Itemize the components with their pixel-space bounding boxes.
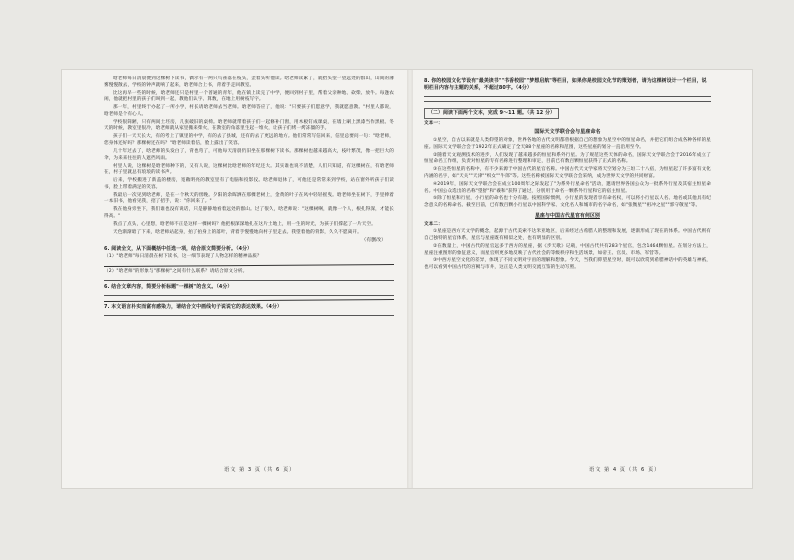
page-footer: 语文 第 4 页（共 6 页） (589, 467, 661, 474)
article-paragraph: ③中西方星空文化的差异，体现了不同文明对宇宙的理解和想象。今天，当我们仰望星空时，既可以欣赏到希腊神话中的英雄与神祇，也可以看到中国古代的宫阙与市井，这正是人类文明交流互鉴的生动写照。 (424, 258, 711, 271)
article-paragraph: ②在数量上，中国古代的星官远多于西方的星座，据《步天歌》记载，中国古代共有283个星官，包含1464颗恒星。在划分方法上，星座注重图形的象征意义，而星官则更多地反映了古代社会的等级秩序和生活场景，如帝王、官员、市场、军营等。 (424, 243, 711, 256)
text-label: 文本二： (424, 221, 443, 227)
question-stem: 6. 阅读全文，从下面概括中任选一项，结合原文简要分析。（4分） (104, 246, 253, 253)
answer-line[interactable] (104, 295, 394, 296)
article-paragraph: ①星空，自古以来就是人类仰望的对象，世界各地的古代文明都曾根据自己的想象为星空中的恒星命名，并把它们组合成各种各样的星座。国际天文学联合会于1922年正式确定了全天88个星座的名称和范围，这些星座的划分一直沿用至今。 (424, 138, 711, 150)
question-stem: 6. 结合文章内容，简要分析标题"一棵树"的含义。（4分） (104, 283, 233, 290)
story-paragraph: 我在他身旁坐下，我们谁也没有说话，只是静静地看着远处的群山。过了很久，晗老师说："这棵树啊，就像一个人，根扎得深，才能长得高。" (104, 207, 394, 220)
article-title: 国际天文学联合会与星座命名 (534, 129, 601, 136)
answer-line[interactable] (104, 280, 394, 281)
source-note: （有删改） (361, 237, 386, 243)
story-paragraph: 我点了点头，心里想，晗老师不正是这样一棵树吗？他把根深深地扎在这片土地上，用一生的时光，为孩子们撑起了一片天空。 (113, 221, 376, 227)
story-text (104, 76, 394, 244)
article-paragraph: ③在这些恒星的名称中，有不少来源于中国古代的星官名称。中国古代天文学家将天空划分为三垣二十八宿，为恒星起了许多富有文化内涵的名字，如"天关""天津""织女""牛郎"等。这些名称被国际天文学联合会采纳，成为世界天文学的共同财富。 (424, 167, 711, 179)
answer-line[interactable] (424, 96, 711, 97)
story-paragraph: 晗老师每日清晨便到这棵树下读书，偶尔有一两只鸟雀落在枝头，歪着头听他读。晗老师读累了，就抬头望一望远处的群山，山间的薄雾慢慢散去，学校的钟声就响了起来，晗老师合上书，背着手走回教室。 (104, 76, 394, 88)
question-block (104, 246, 394, 315)
story-paragraph: 学校很简陋，只有两间土坯房，几张破旧的桌椅。晗老师就带着孩子们一起修补门窗，用木板钉成课桌，在墙上刷上黑漆当作黑板。冬天的时候，教室里很冷，晗老师就从家里搬来柴火，在教室的角落里生起一堆火，让孩子们烤一烤冻僵的手。 (104, 119, 394, 132)
article-paragraph: ⑤除了恒星和行星，小行星的命名也十分有趣。按照国际惯例，小行星的发现者享有命名权，可以将小行星以人名、地名或其他具有纪念意义的名称命名。截至目前，已有数百颗小行星以中国科学家、文化名人和城市的名字命名，如"张衡星""祖冲之星""郭守敬星"等。 (424, 196, 711, 209)
sub-question: （1）"晗老师"每日清晨在树下读书，这一细节表现了人物怎样的精神品质？ (104, 254, 262, 260)
answer-line[interactable] (104, 315, 394, 316)
story-paragraph: 我最后一次见到晗老师，是在一个秋天的傍晚。夕阳的余晖洒在那棵老树上，金黄的叶子在风中轻轻摇曳。晗老师坐在树下，手里捧着一本旧书，他看见我，招了招手，说："你回来了。" (104, 192, 394, 205)
story-paragraph: 那一年，村里终于办起了一所小学，村长请晗老师去当老师。晗老师答应了，他说："只要孩子们愿意学，我就愿意教。"村里人都说，晗老师是个有心人。 (104, 105, 394, 117)
article-paragraph: ④2019年，国际天文学联合会在成立100周年之际发起了"为系外行星命名"活动，邀请世界各国公众为一批系外行星及其宿主恒星命名。中国公众选出的名称"望舒"和"羲和"获得了通过，分别用于命名一颗系外行星和它的宿主恒星。 (424, 181, 711, 194)
article-paragraph: ①星座是西方天文学的概念，起源于古代美索不达米亚地区，后来经过古希腊人的整理和发展，逐渐形成了现在的体系。中国古代则有自己独特的星官体系，星官与星座既有相似之处，也有明显的区别。 (424, 229, 711, 241)
story-paragraph: 比这再早一些的时候，晗老师还只是村里一个普通的青年，他在镇上读完了中学，便回到村子里，帮着父亲种地、砍柴、放牛。每逢农闲，他就把村里的孩子们叫到一起，教他们认字、算数，在地上用树枝写字。 (104, 90, 394, 103)
sub-question: （2）"晗老师"的形象与"那棵树"之间有什么联系？请结合原文分析。 (104, 269, 248, 275)
section-title: （二）阅读下面两个文本，完成 9～11 题。（共 12 分） (424, 108, 559, 119)
story-paragraph: 后来，学校搬进了新盖的楼房，宽敞明亮的教室里有了电脑和投影仪。晗老师退休了，可他还是常常来到学校，站在窗外听孩子们读书，脸上带着满足的笑容。 (104, 178, 394, 190)
story-paragraph: 孩子们一天天长大，有的考上了镇里的中学，有的去了县城，还有的去了更远的地方。他们常常写信回来，信里总要问一句："晗老师，您身体还好吗？那棵树还在吗？"晗老师读着信，脸上露出了笑容。 (104, 134, 394, 147)
question-stem: 7. 本文语言朴实而富有感染力，请结合文中画线句子说说它的表达效果。（4分） (104, 303, 282, 310)
story-paragraph: 村里人说，这棵树是晗老师种下的，又有人说，这棵树比晗老师的年纪还大。其实谁也说不清楚，人们只知道，有这棵树在，有晗老师在，村子里就总有琅琅的读书声。 (104, 163, 394, 176)
article-paragraph: ②随着天文观测技术的进步，人们发现了越来越多的恒星和系外行星。为了规范这些天体的命名，国际天文学联合会于2016年成立了恒星命名工作组，负责对恒星的专有名称进行整理和审定，目前已有数百颗恒星获得了正式的名称。 (424, 152, 711, 165)
page-footer: 语文 第 3 页（共 6 页） (224, 467, 296, 474)
story-paragraph: 几十年过去了，晗老师的头发白了，背也弯了，可他每天清晨仍旧坐在那棵树下读书。那棵树也越来越高大，枝叶繁茂，像一把巨大的伞，为来来往往的人遮挡风雨。 (104, 148, 394, 161)
text-label: 文本一： (424, 120, 443, 126)
page-fold-gutter (407, 70, 413, 488)
left-page (104, 76, 394, 480)
answer-line[interactable] (104, 264, 394, 267)
article-title: 星座与中国古代星官有何区别 (535, 212, 600, 219)
answer-line[interactable] (104, 299, 394, 302)
answer-line[interactable] (424, 101, 711, 102)
question-stem: 8. 你的校园文化节设有"最美读书""书香校园""梦想启航"等栏目，如果你是校园文化节的策划者，请为这棵树设计一个栏目，说明栏目内容与主题的关系，不超过80字。（4分） (424, 78, 707, 91)
story-paragraph: 天色渐渐暗了下来，晗老师站起身，拍了拍身上的落叶，背着手慢慢地向村子里走去。我望着他的背影，久久不愿离开。 (113, 229, 362, 235)
right-page (424, 76, 711, 480)
